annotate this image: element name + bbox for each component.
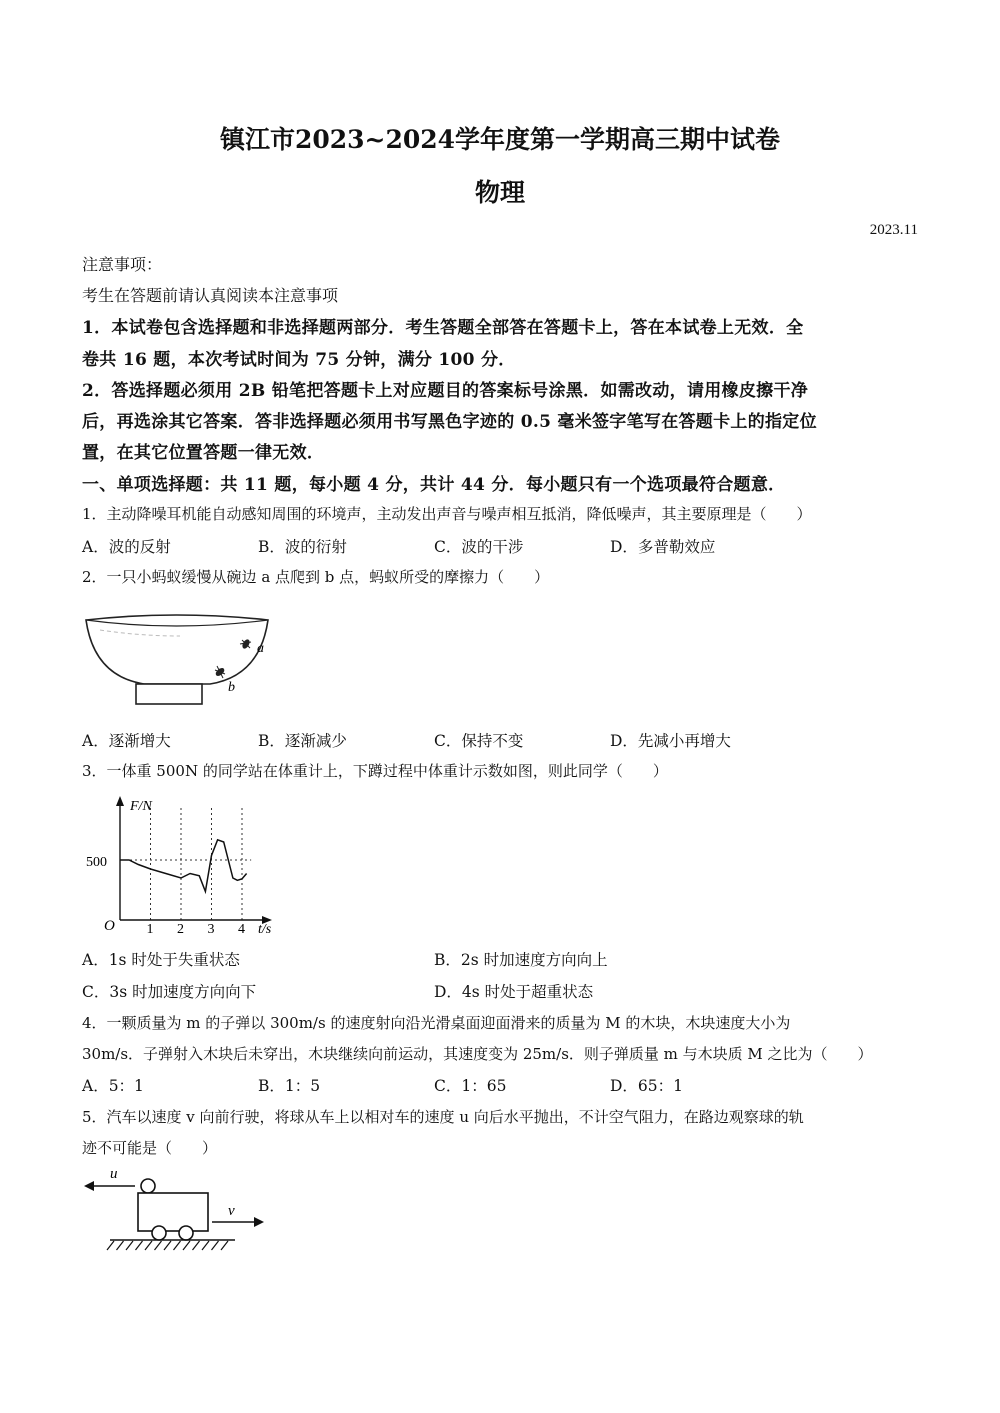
ground-hatch-line — [164, 1241, 171, 1250]
cart-body — [138, 1193, 208, 1231]
bowl-figure — [80, 600, 280, 710]
y-axis-arrow — [116, 796, 124, 806]
q3-option-a[interactable]: A．1s 时处于失重状态 — [82, 951, 240, 969]
notice-heading: 注意事项： — [82, 255, 163, 274]
q3-option-b[interactable]: B．2s 时加速度方向向上 — [434, 951, 608, 969]
q4-option-d[interactable]: D．65：1 — [610, 1077, 684, 1095]
q1-option-c[interactable]: C．波的干涉 — [434, 538, 524, 556]
notice-item2-line1: 2．答选择题必须用 2B 铅笔把答题卡上对应题目的答案标号涂黑．如需改动，请用橡皮擦干净 — [82, 381, 809, 401]
label-v: v — [228, 1203, 235, 1219]
y-tick-500: 500 — [86, 855, 107, 870]
ball — [141, 1179, 155, 1193]
q1-option-b[interactable]: B．波的衍射 — [258, 538, 347, 556]
cart-wheel-left — [152, 1226, 166, 1240]
q3-option-c[interactable]: C．3s 时加速度方向向下 — [82, 983, 257, 1001]
x-tick-1: 1 — [146, 922, 154, 937]
ground-hatching — [107, 1241, 228, 1250]
notice-item1-line1: 1．本试卷包含选择题和非选择题两部分．考生答题全部答在答题卡上，答在本试卷上无效．全 — [82, 318, 804, 338]
v-arrow-head — [254, 1217, 264, 1227]
x-tick-4: 4 — [238, 922, 245, 937]
q1-stem: 1．主动降噪耳机能自动感知周围的环境声，主动发出声音与噪声相互抵消，降低噪声，其主要原理是（ ） — [82, 505, 812, 523]
q5-stem-line1: 5．汽车以速度 v 向前行驶，将球从车上以相对车的速度 u 向后水平抛出，不计空气阻力，在路边观察球的轨 — [82, 1108, 804, 1126]
q2-stem: 2．一只小蚂蚁缓慢从碗边 a 点爬到 b 点，蚂蚁所受的摩擦力（ ） — [82, 568, 550, 586]
q3-option-d[interactable]: D．4s 时处于超重状态 — [434, 983, 594, 1001]
ground-hatch-line — [221, 1241, 228, 1250]
notice-item1-line2: 卷共 16 题，本次考试时间为 75 分钟，满分 100 分． — [82, 350, 516, 370]
exam-title: 镇江市2023~2024学年度第一学期高三期中试卷 — [219, 125, 781, 154]
x-axis-label: t/s — [258, 922, 272, 937]
x-tick-3: 3 — [207, 922, 215, 937]
cart-wheel-right — [179, 1226, 193, 1240]
u-arrow-head — [84, 1181, 94, 1191]
q2-option-a[interactable]: A．逐渐增大 — [82, 732, 171, 750]
y-axis-label: F/N — [130, 799, 152, 814]
q1-option-d[interactable]: D．多普勒效应 — [610, 538, 716, 556]
ground-hatch-line — [202, 1241, 209, 1250]
chart-gridlines — [120, 808, 251, 920]
ground-hatch-line — [145, 1241, 152, 1250]
ground-hatch-line — [117, 1241, 124, 1250]
q4-option-a[interactable]: A．5：1 — [82, 1077, 144, 1095]
q2-option-c[interactable]: C．保持不变 — [434, 732, 524, 750]
notice-intro: 考生在答题前请认真阅读本注意事项 — [82, 286, 339, 305]
ground-hatch-line — [174, 1241, 181, 1250]
q3-stem: 3．一体重 500N 的同学站在体重计上，下蹲过程中体重计示数如图，则此同学（ ） — [82, 762, 668, 780]
q4-stem-line2: 30m/s．子弹射入木块后未穿出，木块继续向前运动，其速度变为 25m/s．则子弹质量 m 与木块质 M 之比为（ ） — [82, 1045, 873, 1063]
label-a: a — [257, 641, 264, 656]
exam-subject: 物理 — [474, 178, 525, 207]
x-tick-labels — [147, 922, 246, 937]
ground-hatch-line — [212, 1241, 219, 1250]
q4-stem-line1: 4．一颗质量为 m 的子弹以 300m/s 的速度射向沿光滑桌面迎面滑来的质量为 M 的木块，木块速度大小为 — [82, 1014, 791, 1032]
notice-item2-line2: 后，再选涂其它答案．答非选择题必须用书写黑色字迹的 0.5 毫米签字笔写在答题卡上的指定位 — [82, 412, 817, 432]
q1-option-a[interactable]: A．波的反射 — [82, 538, 171, 556]
ground-hatch-line — [107, 1241, 114, 1250]
x-tick-2: 2 — [177, 922, 184, 937]
ground-hatch-line — [193, 1241, 200, 1250]
ground-hatch-line — [155, 1241, 162, 1250]
q5-stem-line2: 迹不可能是（ ） — [82, 1139, 218, 1157]
cart-figure — [80, 1160, 280, 1260]
label-b: b — [228, 680, 235, 695]
ground-hatch-line — [126, 1241, 133, 1250]
notice-item2-line3: 置，在其它位置答题一律无效． — [82, 443, 325, 463]
ground-hatch-line — [136, 1241, 143, 1250]
q4-option-c[interactable]: C．1：65 — [434, 1077, 507, 1095]
label-u: u — [110, 1166, 118, 1182]
exam-date: 2023.11 — [869, 222, 918, 238]
section1-heading: 一、单项选择题：共 11 题，每小题 4 分，共计 44 分．每小题只有一个选项最符合题意． — [82, 475, 786, 495]
origin-label: O — [104, 918, 115, 934]
q2-option-b[interactable]: B．逐渐减少 — [258, 732, 347, 750]
ground-hatch-line — [183, 1241, 190, 1250]
q4-option-b[interactable]: B．1：5 — [258, 1077, 321, 1095]
force-curve — [120, 840, 247, 892]
force-time-chart — [80, 788, 280, 938]
q2-option-d[interactable]: D．先减小再增大 — [610, 732, 731, 750]
